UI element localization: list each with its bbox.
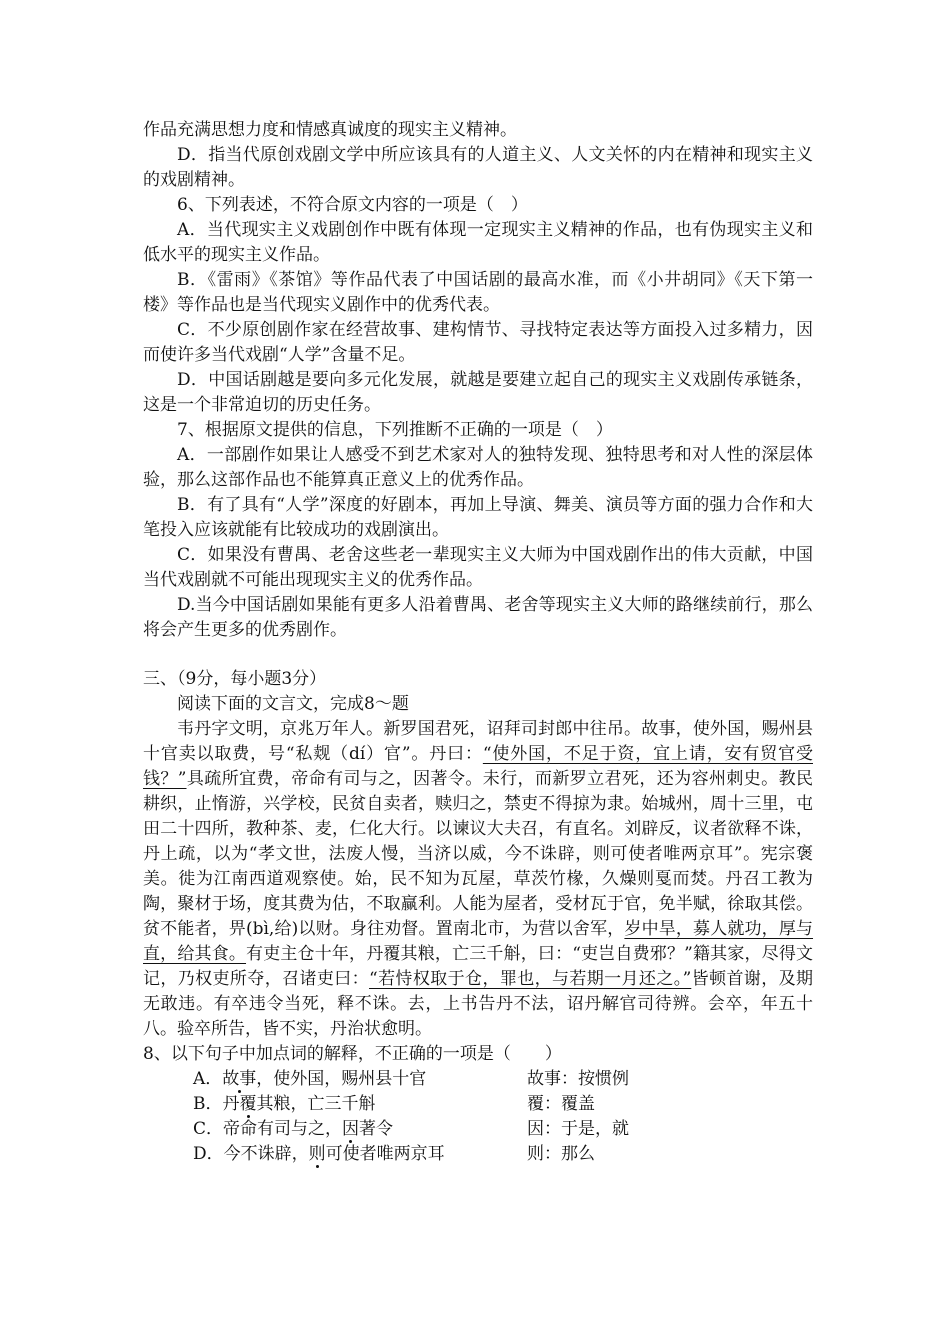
option-sentence — [193, 1142, 527, 1167]
spacer — [143, 643, 813, 667]
q6-option-a: A．当代现实主义戏剧创作中既有体现一定现实主义精神的作品，也有伪现实主义和低水平的现实主义作品。 — [143, 220, 813, 265]
dotted-word: 因 — [342, 1119, 360, 1139]
option-text: ，使外国，赐州县十官 — [256, 1069, 427, 1089]
option-text: 可使者唯两京耳 — [325, 1144, 445, 1164]
q7-option-a: A．一部剧作如果让人感受不到艺术家对人的独特发现、独特思考和对人性的深层体验，那么这部作品也不能算真正意义上的优秀作品。 — [143, 445, 813, 490]
option-text: B．丹 — [193, 1094, 240, 1114]
reading-instruction: 阅读下面的文言文，完成8～题 — [177, 694, 409, 714]
option-text: 其粮，亡三千斛 — [256, 1094, 376, 1114]
q7-option-b: B．有了具有“人学”深度的好剧本，再加上导演、舞美、演员等方面的强力合作和大笔投入应该就能有比较成功的戏剧演出。 — [143, 495, 813, 540]
exam-page — [143, 118, 813, 1167]
dotted-word: 故事 — [222, 1069, 257, 1089]
option-sentence — [193, 1092, 527, 1117]
underlined-sentence: “使外国，不足于资，宜上请，安有贸官受钱？” — [143, 744, 813, 789]
q8-option-d — [143, 1142, 813, 1167]
q7-option-d: D.当今中国话剧如果能有更多人沿着曹禺、老舍等现实主义大师的路继续前行，那么将会产生更多的优秀剧作。 — [143, 595, 813, 640]
q8-title: 8、以下句子中加点词的解释，不正确的一项是（ ） — [143, 1044, 562, 1064]
q8-option-a — [143, 1067, 813, 1092]
passage-text: 具疏所宜费，帝命有司与之，因著令。未行，而新罗立君死，还为容州刺史。教民耕织，止惰游，兴学校，民贫自卖者，赎归之，禁吏不得掠为隶。始城州，周十三里，屯田二十四所，教种茶、麦，仁化大行。以谏议大夫召，有直名。刘辟反，议者欲释不诛，丹上疏，以为“孝文世，法废人慢，当济以威，今不诛辟，则可使者唯两京耳”。宪宗褒美。徙为江南西道观察使。始，民不知为瓦屋，草茨竹椽，久燥则戛而焚。丹召工教为陶，聚材于场，度其费为估，不取赢利。人能为屋者，受材瓦于官，免半赋，徐取其偿。贫不能者，畀(bì,给)以财。身往劝督。置南北市，为营以舍军， — [143, 769, 813, 939]
option-explanation: 覆：覆盖 — [527, 1094, 595, 1114]
dotted-word: 则 — [308, 1144, 326, 1164]
option-explanation: 因：于是，就 — [527, 1119, 629, 1139]
q6-option-c: C．不少原创剧作家在经营故事、建构情节、寻找特定表达等方面投入过多精力，因而使许多当代戏剧“人学”含量不足。 — [143, 320, 813, 365]
q6-title: 6、下列表述，不符合原文内容的一项是（ ） — [177, 195, 528, 215]
classical-passage — [143, 717, 813, 1042]
q7-option-c: C．如果没有曹禺、老舍这些老一辈现实主义大师为中国戏剧作出的伟大贡献，中国当代戏剧就不可能出现现实主义的优秀作品。 — [143, 545, 813, 590]
passage-text: 韦丹字文明，京兆万年人。新罗国君死，诏拜司封郎中往吊。故事，使外国，赐州县十官卖以取费，号“私觌（dí）官”。丹曰： — [143, 719, 813, 764]
underlined-sentence: “若恃权取于仓，罪也，与若期一月还之。” — [369, 969, 692, 989]
option-text: A． — [193, 1069, 223, 1089]
q8-option-c — [143, 1117, 813, 1142]
option-sentence — [193, 1117, 527, 1142]
q6-option-b: B．《雷雨》《茶馆》等作品代表了中国话剧的最高水准，而《小井胡同》《天下第一楼》等作品也是当代现实义剧作中的优秀代表。 — [143, 270, 813, 315]
q6-option-d: D．中国话剧越是要向多元化发展，就越是要建立起自己的现实主义戏剧传承链条，这是一个非常迫切的历史任务。 — [143, 370, 813, 415]
passage-text: 有吏主仓十年，丹覆其粮，亡三千斛，曰：“吏岂自费邪？”籍其家，尽得文记，乃权吏所夺，召诸吏曰： — [143, 944, 814, 989]
option-sentence — [193, 1067, 527, 1092]
option-explanation: 故事：按惯例 — [527, 1069, 629, 1089]
section-heading: 三、（9分，每小题3分） — [143, 669, 327, 689]
dotted-word: 覆 — [239, 1094, 257, 1114]
paragraph: 作品充满思想力度和情感真诚度的现实主义精神。 — [143, 120, 517, 140]
option-text: D．今不诛辟， — [193, 1144, 309, 1164]
option-text: 著令 — [359, 1119, 394, 1139]
option-explanation: 则：那么 — [527, 1144, 595, 1164]
q5-option-d: D．指当代原创戏剧文学中所应该具有的人道主义、人文关怀的内在精神和现实主义的戏剧精神。 — [143, 145, 813, 190]
q8-option-b — [143, 1092, 813, 1117]
underlined-sentence: 岁中旱，募人就功，厚与直，给其食。 — [143, 919, 814, 964]
passage-text: 皆顿首谢，及期无敢违。有卒违令当死，释不诛。去，上书告丹不法，诏丹解官司待辨。会卒，年五十八。验卒所告，皆不实，丹治状愈明。 — [143, 969, 814, 1039]
option-text: C．帝命有司与之， — [193, 1119, 343, 1139]
q7-title: 7、根据原文提供的信息，下列推断不正确的一项是（ ） — [177, 420, 613, 440]
